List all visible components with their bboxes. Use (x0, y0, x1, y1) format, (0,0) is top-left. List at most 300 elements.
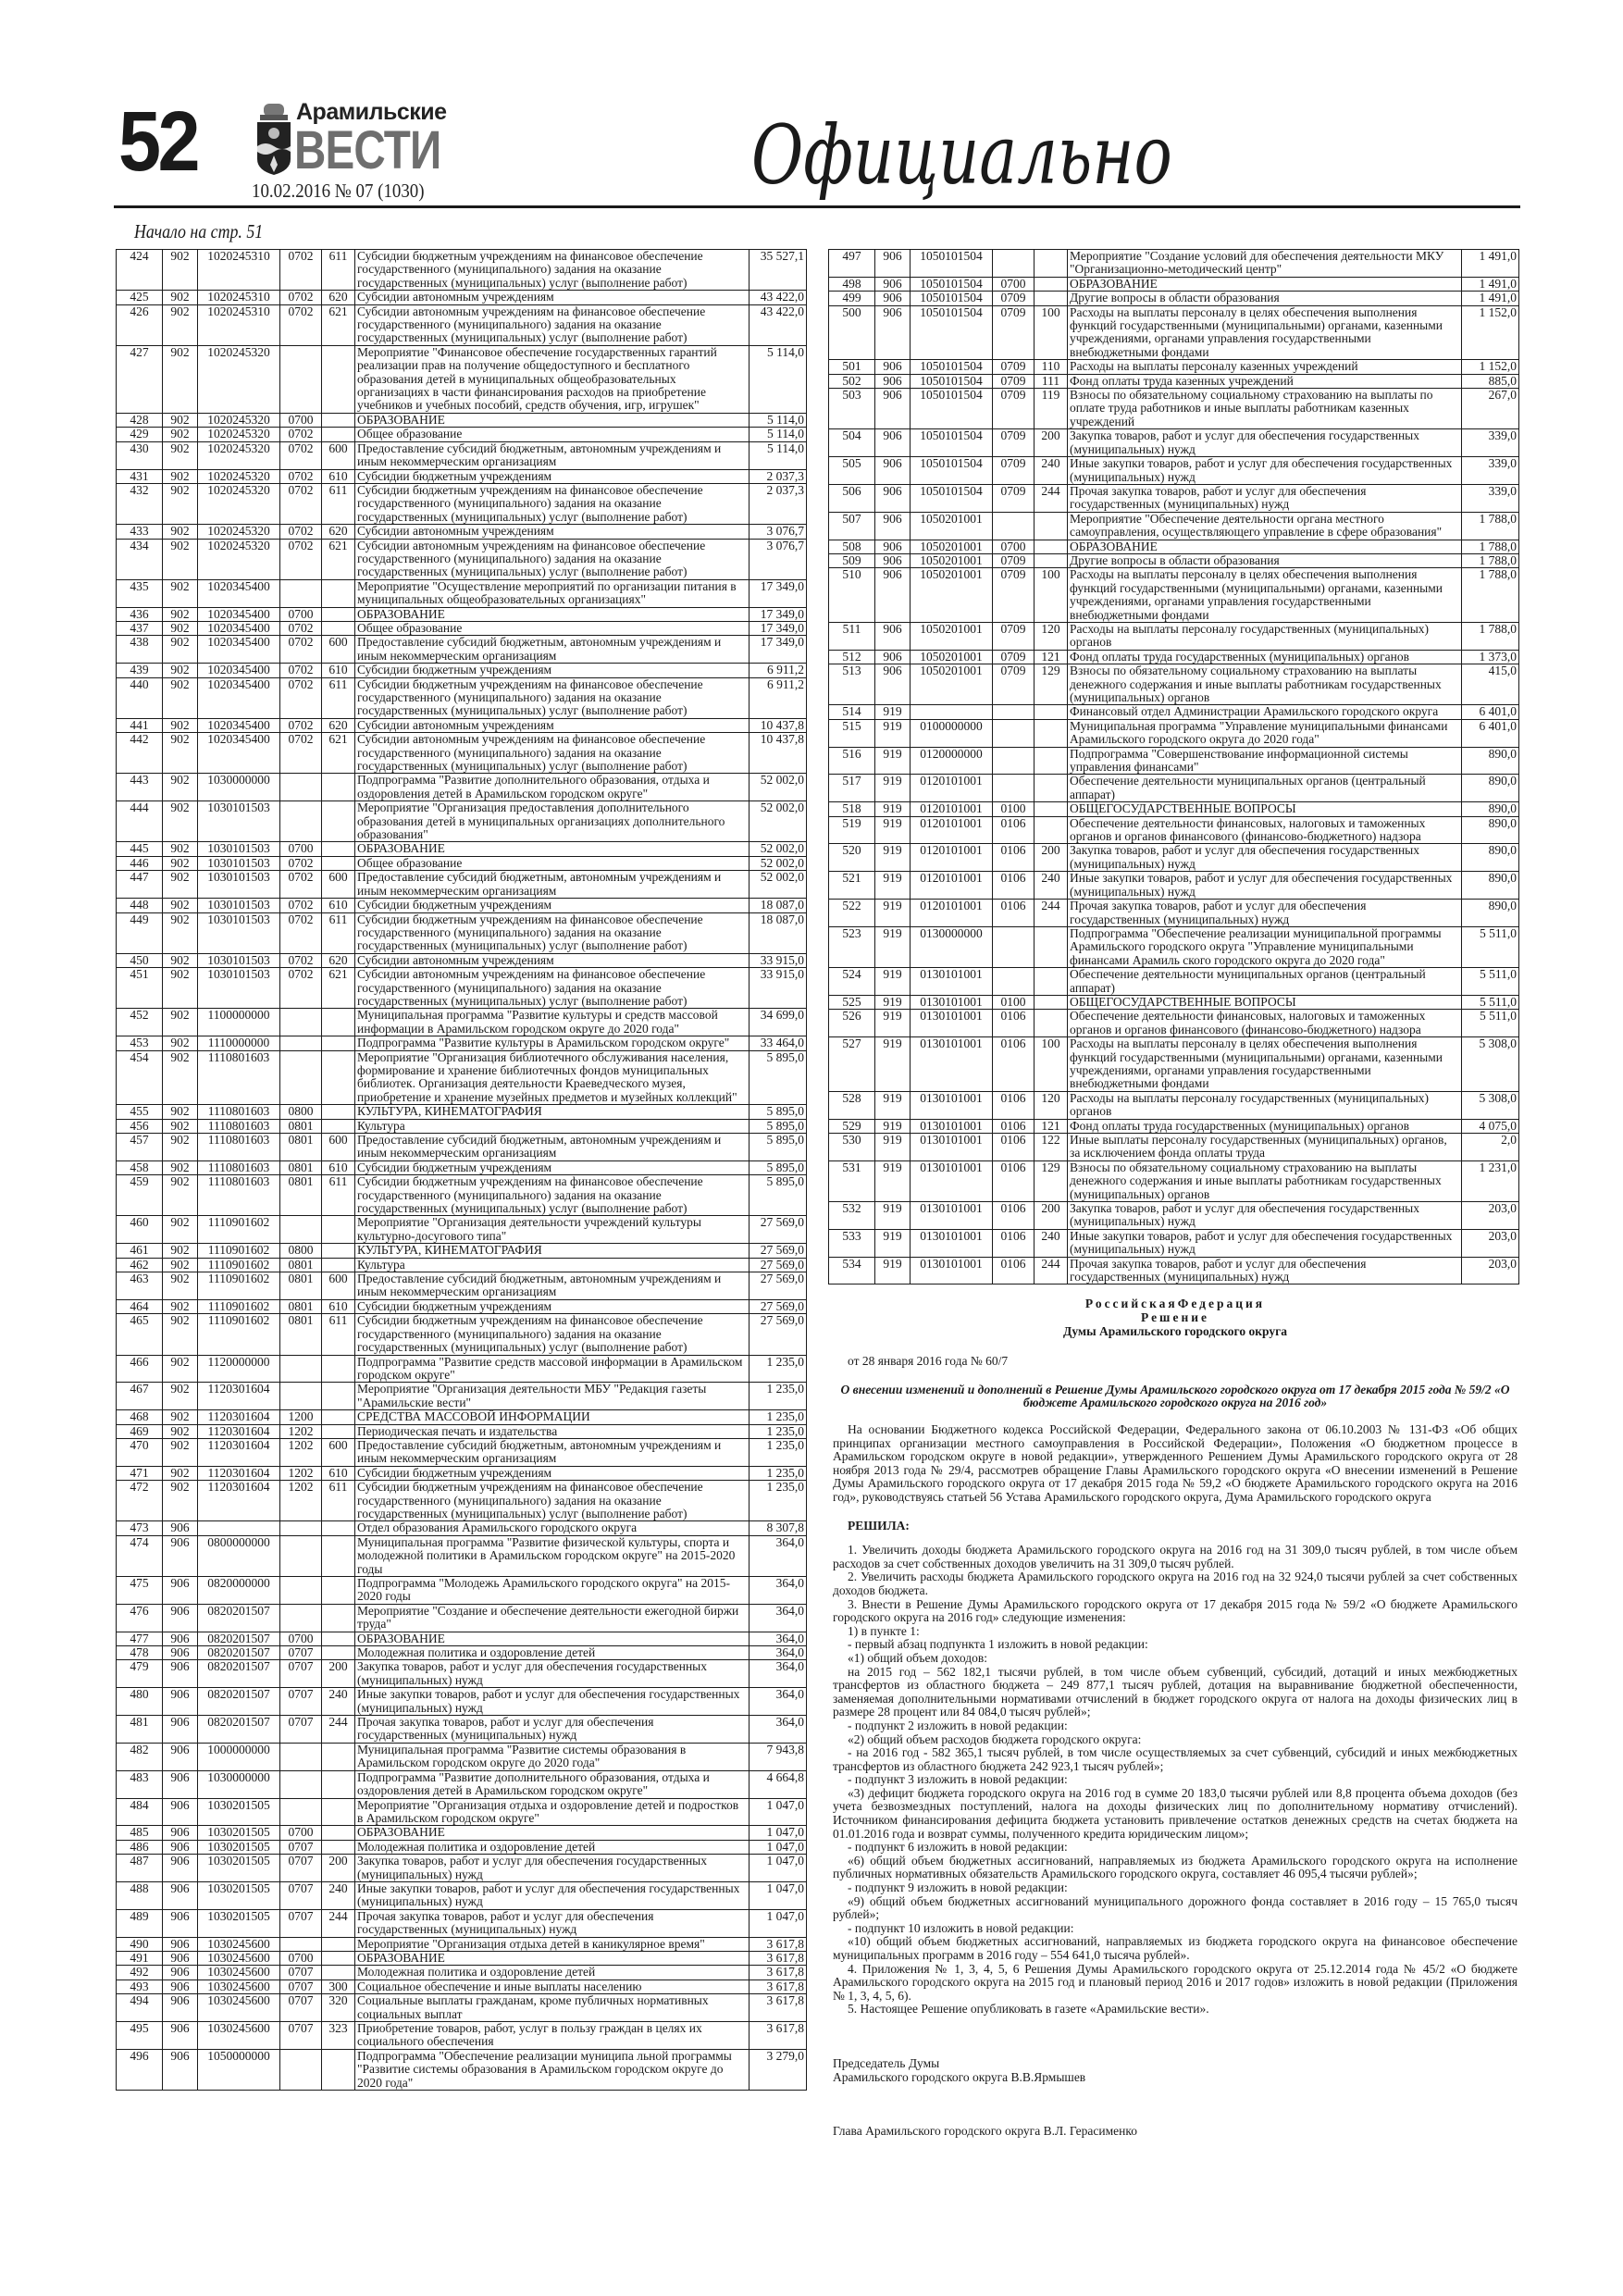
section-code: 0709 (993, 292, 1035, 305)
description: Субсидии автономным учреждениям (355, 291, 750, 304)
table-row (117, 1410, 807, 1424)
description: Субсидии бюджетным учреждениям (355, 1466, 750, 1480)
description: Субсидии автономным учреждениям на финансовое обеспечение государственного (муниципального) задания на оказание государственных (муниципальных) услуг (выполнение работ) (355, 733, 750, 774)
amount: 1 235,0 (750, 1355, 807, 1383)
expense-type-code (322, 1632, 355, 1645)
amount: 890,0 (1462, 747, 1519, 775)
description: Закупка товаров, работ и услуг для обеспечения государственных (муниципальных) нужд (1068, 844, 1462, 872)
description: Прочая закупка товаров, работ и услуг для обеспечения государственных (муниципальных) нужд (1068, 900, 1462, 927)
admin-code: 906 (875, 622, 911, 650)
target-article-code: 0820201507 (198, 1716, 280, 1744)
amount: 1 235,0 (750, 1410, 807, 1424)
expense-type-code: 611 (322, 250, 355, 291)
table-row (117, 899, 807, 912)
admin-code: 906 (875, 457, 911, 485)
right-column (828, 249, 1518, 2139)
target-article-code: 0130101001 (911, 1134, 993, 1161)
expense-type-code: 240 (1035, 457, 1068, 485)
table-row (829, 389, 1519, 429)
row-number: 428 (117, 413, 163, 427)
table-row (117, 1438, 807, 1466)
target-article-code: 0120101001 (911, 802, 993, 816)
row-number: 445 (117, 842, 163, 856)
target-article-code: 1050201001 (911, 512, 993, 540)
table-row (117, 1481, 807, 1521)
admin-code: 902 (163, 621, 198, 635)
admin-code: 902 (163, 1481, 198, 1521)
section-code: 0702 (280, 871, 322, 899)
table-row (117, 1299, 807, 1313)
amount: 27 569,0 (750, 1314, 807, 1355)
decision-paragraph: на 2015 год – 562 182,1 тысячи рублей, в том числе объем субвенций, субсидий, дотаций и иных межбюджетных трансфертов из областного бюджета – 249 877,1 тысяч рублей, дотация на выравнивание бюджетной обеспеченности, заменяемая дополнительными нормативами отчислений в бюджет городского округа от налога на доходы физических лиц в размере 28 процент или 84 084,0 тысяч рублей»; (833, 1664, 1518, 1719)
target-article-code: 1110801603 (198, 1160, 280, 1174)
expense-type-code: 610 (322, 1299, 355, 1313)
budget-table-left (116, 249, 807, 2091)
row-number: 507 (829, 512, 875, 540)
section-code (280, 774, 322, 801)
target-article-code: 1020345400 (198, 664, 280, 677)
expense-type-code (1035, 775, 1068, 802)
description: Предоставление субсидий бюджетным, автономным учреждениям и иным некоммерческим организациям (355, 1438, 750, 1466)
decision-paragraph: 3. Внести в Решение Думы Арамильского городского округа от 17 декабря 2015 года № 59/2 «О бюджете Арамильского городского округа на 2016 год» следующие изменения: (833, 1596, 1518, 1625)
row-number: 494 (117, 1994, 163, 2022)
table-row (117, 525, 807, 539)
row-number: 467 (117, 1383, 163, 1410)
amount: 885,0 (1462, 374, 1519, 388)
table-row (117, 774, 807, 801)
row-number: 470 (117, 1438, 163, 1466)
admin-code: 902 (163, 718, 198, 732)
section-code: 0702 (280, 733, 322, 774)
expense-type-code (322, 774, 355, 801)
row-number: 520 (829, 844, 875, 872)
amount: 203,0 (1462, 1229, 1519, 1257)
description: Иные закупки товаров, работ и услуг для обеспечения государственных (муниципальных) нужд (1068, 1229, 1462, 1257)
decision-paragraph: 4. Приложения № 1, 3, 4, 5, 6 Решения Думы Арамильского городского округа от 25.12.2014 года № 45/2 «О бюджете Арамильского городского округа на 2015 год и плановый период 2016 и 2017 годов» изложить в новой редакции (Приложения № 1, 3, 4, 5, 6). (833, 1961, 1518, 2003)
row-number: 500 (829, 305, 875, 360)
table-row (829, 1037, 1519, 1092)
decision-date: от 28 января 2016 года № 60/7 (848, 1354, 1009, 1369)
section-code: 0709 (993, 553, 1035, 567)
description: Расходы на выплаты персоналу в целях обеспечения выполнения функций государственными (муниципальными) органами, казенными учреждениями, органами управления государственными внебюджетными фондами (1068, 305, 1462, 360)
admin-code: 919 (875, 1010, 911, 1037)
amount: 18 087,0 (750, 899, 807, 912)
row-number: 448 (117, 899, 163, 912)
section-code: 0707 (280, 1688, 322, 1716)
description: Закупка товаров, работ и услуг для обеспечения государственных (муниципальных) нужд (1068, 429, 1462, 457)
description: Субсидии автономным учреждениям на финансовое обеспечение государственного (муниципального) задания на оказание государственных (муниципальных) услуг (выполнение работ) (355, 304, 750, 345)
expense-type-code (1035, 995, 1068, 1009)
amount: 7 943,8 (750, 1743, 807, 1770)
section-code (280, 1009, 322, 1036)
admin-code: 906 (163, 1980, 198, 1993)
amount: 6 401,0 (1462, 705, 1519, 719)
decision-issuer: Думы Арамильского городского округа (1063, 1323, 1287, 1338)
description: Другие вопросы в области образования (1068, 553, 1462, 567)
table-row (829, 705, 1519, 719)
admin-code: 902 (163, 291, 198, 304)
description: СРЕДСТВА МАССОВОЙ ИНФОРМАЦИИ (355, 1410, 750, 1424)
target-article-code: 1030101503 (198, 842, 280, 856)
description: Прочая закупка товаров, работ и услуг для обеспечения государственных (муниципальных) нужд (355, 1716, 750, 1744)
description: Молодежная политика и оздоровление детей (355, 1966, 750, 1980)
row-number: 462 (117, 1258, 163, 1272)
expense-type-code: 600 (322, 1438, 355, 1466)
admin-code: 919 (875, 1229, 911, 1257)
admin-code: 919 (875, 1091, 911, 1119)
section-code: 0700 (280, 607, 322, 621)
section-code (280, 2049, 322, 2090)
decision-paragraph: - подпункт 9 изложить в новой редакции: (848, 1880, 1068, 1895)
amount: 52 002,0 (750, 801, 807, 842)
description: Финансовый отдел Администрации Арамильского городского округа (1068, 705, 1462, 719)
admin-code: 902 (163, 1383, 198, 1410)
expense-type-code: 600 (322, 1272, 355, 1300)
row-number: 458 (117, 1160, 163, 1174)
admin-code: 906 (875, 250, 911, 278)
admin-code: 906 (875, 277, 911, 291)
expense-type-code: 611 (322, 483, 355, 524)
target-article-code: 1110801603 (198, 1119, 280, 1133)
target-article-code: 1030201505 (198, 1909, 280, 1937)
admin-code: 902 (163, 1299, 198, 1313)
description: Закупка товаров, работ и услуг для обеспечения государственных (муниципальных) нужд (1068, 1202, 1462, 1230)
section-code: 0702 (280, 953, 322, 967)
table-row (117, 469, 807, 483)
amount: 2 037,3 (750, 483, 807, 524)
target-article-code: 0130101001 (911, 1202, 993, 1230)
expense-type-code (322, 579, 355, 607)
admin-code: 902 (163, 1410, 198, 1424)
table-row (117, 1937, 807, 1951)
amount: 1 491,0 (1462, 292, 1519, 305)
amount: 34 699,0 (750, 1009, 807, 1036)
expense-type-code (322, 1535, 355, 1576)
table-row (117, 441, 807, 469)
row-number: 519 (829, 816, 875, 844)
expense-type-code: 300 (322, 1980, 355, 1993)
section-code: 0100 (993, 802, 1035, 816)
description: Расходы на выплаты персоналу казенных учреждений (1068, 360, 1462, 374)
row-number: 513 (829, 664, 875, 705)
description: Субсидии бюджетным учреждениям (355, 469, 750, 483)
amount: 5 114,0 (750, 413, 807, 427)
table-row (829, 747, 1519, 775)
description: Взносы по обязательному социальному страхованию на выплаты по оплате труда работников и иные выплаты работникам казенных учреждений (1068, 389, 1462, 429)
target-article-code: 1110901602 (198, 1314, 280, 1355)
section-code (993, 512, 1035, 540)
table-row (117, 1314, 807, 1355)
description: Субсидии бюджетным учреждениям на финансовое обеспечение государственного (муниципального) задания на оказание государственных (муниципальных) услуг (выполнение работ) (355, 1314, 750, 1355)
row-number: 483 (117, 1770, 163, 1798)
expense-type-code (1035, 926, 1068, 967)
admin-code: 902 (163, 1216, 198, 1244)
row-number: 516 (829, 747, 875, 775)
description: Подпрограмма "Совершенствование информационной системы управления финансами" (1068, 747, 1462, 775)
target-article-code: 0130101001 (911, 1037, 993, 1092)
admin-code: 906 (875, 429, 911, 457)
admin-code: 906 (163, 1826, 198, 1840)
expense-type-code (1035, 802, 1068, 816)
target-article-code: 1050201001 (911, 622, 993, 650)
expense-type-code: 611 (322, 1314, 355, 1355)
section-code: 0707 (280, 2022, 322, 2050)
row-number: 465 (117, 1314, 163, 1355)
decision-paragraph: - подпункт 2 изложить в новой редакции: (848, 1718, 1068, 1732)
target-article-code: 1050101504 (911, 360, 993, 374)
expense-type-code (322, 1258, 355, 1272)
table-row (117, 1216, 807, 1244)
target-article-code: 1030101503 (198, 801, 280, 842)
expense-type-code (322, 1604, 355, 1632)
description: ОБРАЗОВАНИЕ (355, 1951, 750, 1965)
admin-code: 902 (163, 871, 198, 899)
amount: 1 235,0 (750, 1466, 807, 1480)
expense-type-code: 100 (1035, 568, 1068, 623)
description: Субсидии автономным учреждениям на финансовое обеспечение государственного (муниципального) задания на оказание государственных (муниципальных) услуг (выполнение работ) (355, 968, 750, 1009)
decision-paragraph: - подпункт 3 изложить в новой редакции: (848, 1772, 1068, 1787)
table-row (117, 856, 807, 870)
amount: 1 235,0 (750, 1383, 807, 1410)
row-number: 534 (829, 1257, 875, 1285)
amount: 6 911,2 (750, 664, 807, 677)
amount: 1 788,0 (1462, 622, 1519, 650)
table-row (117, 1105, 807, 1119)
decision-paragraph: - на 2016 год - 582 365,1 тысяч рублей, в том числе осуществляемых за счет субвенций, субсидий и иных межбюджетных трансфертов из областного бюджета 242 923,1 тысяч рублей»; (833, 1745, 1518, 1773)
section-code: 0106 (993, 1202, 1035, 1230)
description: Субсидии автономным учреждениям (355, 718, 750, 732)
section-code: 0106 (993, 1010, 1035, 1037)
row-number: 477 (117, 1632, 163, 1645)
section-code: 0801 (280, 1272, 322, 1300)
row-number: 454 (117, 1050, 163, 1105)
amount: 5 308,0 (1462, 1037, 1519, 1092)
decision-paragraphs (833, 1544, 1518, 2017)
description: Иные закупки товаров, работ и услуг для обеспечения государственных (муниципальных) нужд (1068, 457, 1462, 485)
decision-type: Решение (1141, 1310, 1209, 1325)
admin-code: 919 (875, 926, 911, 967)
expense-type-code (322, 621, 355, 635)
expense-type-code (322, 1826, 355, 1840)
expense-type-code (322, 1646, 355, 1660)
row-number: 452 (117, 1009, 163, 1036)
table-row (829, 1119, 1519, 1133)
expense-type-code (1035, 292, 1068, 305)
target-article-code: 1050101504 (911, 374, 993, 388)
table-row (829, 305, 1519, 360)
expense-type-code: 244 (1035, 1257, 1068, 1285)
expense-type-code (322, 1105, 355, 1119)
description: Муниципальная программа "Развитие физической культуры, спорта и молодежной политики в Арамильском городском округе" на 2015-2020 годы (355, 1535, 750, 1576)
table-row (829, 457, 1519, 485)
section-code: 0800 (280, 1105, 322, 1119)
coat-of-arms-icon (254, 104, 293, 176)
table-row (117, 1909, 807, 1937)
expense-type-code (1035, 705, 1068, 719)
target-article-code: 1020345400 (198, 636, 280, 664)
amount: 5 308,0 (1462, 1091, 1519, 1119)
table-row (117, 1994, 807, 2022)
row-number: 518 (829, 802, 875, 816)
expense-type-code (322, 1216, 355, 1244)
row-number: 476 (117, 1604, 163, 1632)
description: Закупка товаров, работ и услуг для обеспечения государственных (муниципальных) нужд (355, 1855, 750, 1882)
target-article-code: 1110801603 (198, 1105, 280, 1119)
admin-code: 902 (163, 1466, 198, 1480)
description: Расходы на выплаты персоналу государственных (муниципальных) органов (1068, 622, 1462, 650)
row-number: 484 (117, 1798, 163, 1826)
admin-code: 906 (163, 1881, 198, 1909)
row-number: 508 (829, 540, 875, 553)
expense-type-code: 119 (1035, 389, 1068, 429)
expense-type-code (1035, 250, 1068, 278)
target-article-code: 1120301604 (198, 1438, 280, 1466)
row-number: 491 (117, 1951, 163, 1965)
admin-code: 906 (875, 553, 911, 567)
section-code: 0702 (280, 899, 322, 912)
table-row (117, 1688, 807, 1716)
expense-type-code (322, 1009, 355, 1036)
target-article-code: 0130101001 (911, 1091, 993, 1119)
expense-type-code: 100 (1035, 1037, 1068, 1092)
section-code: 0707 (280, 1909, 322, 1937)
description: Субсидии бюджетным учреждениям на финансовое обеспечение государственного (муниципального) задания на оказание государственных (муниципальных) услуг (выполнение работ) (355, 250, 750, 291)
row-number: 493 (117, 1980, 163, 1993)
target-article-code: 1020245320 (198, 469, 280, 483)
admin-code: 919 (875, 872, 911, 900)
description: ОБРАЗОВАНИЕ (355, 1632, 750, 1645)
expense-type-code (1035, 816, 1068, 844)
expense-type-code (322, 413, 355, 427)
section-code (993, 747, 1035, 775)
table-row (829, 277, 1519, 291)
expense-type-code (322, 428, 355, 441)
admin-code: 902 (163, 774, 198, 801)
description: Муниципальная программа "Развитие культуры и средств массовой информации в Арамильском городском округе до 2020 года" (355, 1009, 750, 1036)
target-article-code: 1030201505 (198, 1881, 280, 1909)
description: Культура (355, 1119, 750, 1133)
row-number: 468 (117, 1410, 163, 1424)
row-number: 466 (117, 1355, 163, 1383)
section-code (280, 1521, 322, 1535)
amount: 1 373,0 (1462, 650, 1519, 664)
row-number: 526 (829, 1010, 875, 1037)
row-number: 527 (829, 1037, 875, 1092)
section-code: 0801 (280, 1299, 322, 1313)
expense-type-code (1035, 553, 1068, 567)
expense-type-code: 323 (322, 2022, 355, 2050)
target-article-code: 1030101503 (198, 856, 280, 870)
target-article-code: 1120301604 (198, 1410, 280, 1424)
section-code: 0709 (993, 360, 1035, 374)
decision-paragraph: 2. Увеличить расходы бюджета Арамильского городского округа на 2016 год на 32 924,0 тысячи рублей за счет собственных доходов бюджета. (833, 1570, 1518, 1597)
target-article-code: 1030000000 (198, 774, 280, 801)
target-article-code: 1110901602 (198, 1216, 280, 1244)
admin-code: 902 (163, 1036, 198, 1050)
table-row (829, 540, 1519, 553)
table-row (117, 1632, 807, 1645)
description: Фонд оплаты труда казенных учреждений (1068, 374, 1462, 388)
description: Мероприятие "Финансовое обеспечение государственных гарантий реализации прав на получение общедоступного и бесплатного образования детей в муниципальных общеобразовательных организациях в части финансирования расходов на приобретение учебников и учебных пособий, средств обучения, игр, игрушек" (355, 345, 750, 413)
decision-paragraph: - подпункт 10 изложить в новой редакции: (848, 1920, 1074, 1935)
row-number: 479 (117, 1660, 163, 1688)
table-row (117, 1036, 807, 1050)
description: Расходы на выплаты персоналу государственных (муниципальных) органов (1068, 1091, 1462, 1119)
description: Предоставление субсидий бюджетным, автономным учреждениям и иным некоммерческим организациям (355, 1134, 750, 1161)
expense-type-code: 200 (1035, 1202, 1068, 1230)
description: ОБРАЗОВАНИЕ (1068, 277, 1462, 291)
description: ОБЩЕГОСУДАРСТВЕННЫЕ ВОПРОСЫ (1068, 802, 1462, 816)
admin-code: 906 (875, 305, 911, 360)
row-number: 514 (829, 705, 875, 719)
table-row (829, 995, 1519, 1009)
table-row (117, 304, 807, 345)
admin-code: 902 (163, 304, 198, 345)
amount: 1 152,0 (1462, 360, 1519, 374)
admin-code: 902 (163, 1244, 198, 1258)
admin-code: 902 (163, 1009, 198, 1036)
section-code: 0702 (280, 291, 322, 304)
description: Субсидии бюджетным учреждениям (355, 1160, 750, 1174)
section-code (993, 968, 1035, 996)
target-article-code: 1020245320 (198, 539, 280, 579)
amount: 203,0 (1462, 1257, 1519, 1285)
row-number: 434 (117, 539, 163, 579)
table-row (117, 636, 807, 664)
target-article-code: 1020245320 (198, 483, 280, 524)
table-row (117, 428, 807, 441)
decision-paragraph: - подпункт 6 изложить в новой редакции: (848, 1840, 1068, 1855)
expense-type-code: 621 (322, 304, 355, 345)
description: Подпрограмма "Обеспечение реализации муниципа льной программы "Развитие системы образования в Арамильском городском округе до 2020 года" (355, 2049, 750, 2090)
amount: 1 491,0 (1462, 250, 1519, 278)
description: ОБРАЗОВАНИЕ (1068, 540, 1462, 553)
admin-code: 902 (163, 250, 198, 291)
target-article-code: 1120301604 (198, 1383, 280, 1410)
row-number: 496 (117, 2049, 163, 2090)
amount: 364,0 (750, 1632, 807, 1645)
section-code: 0702 (280, 664, 322, 677)
admin-code: 906 (163, 1951, 198, 1965)
table-row (117, 1840, 807, 1854)
amount: 8 307,8 (750, 1521, 807, 1535)
target-article-code: 1020245320 (198, 345, 280, 413)
target-article-code: 1030101503 (198, 953, 280, 967)
admin-code: 902 (163, 899, 198, 912)
expense-type-code: 320 (322, 1994, 355, 2022)
section-code: 0801 (280, 1160, 322, 1174)
target-article-code: 1030245600 (198, 1966, 280, 1980)
row-number: 433 (117, 525, 163, 539)
table-row (117, 1881, 807, 1909)
amount: 3 617,8 (750, 1937, 807, 1951)
page-number: 52 (118, 94, 197, 189)
row-number: 457 (117, 1134, 163, 1161)
admin-code: 902 (163, 636, 198, 664)
amount: 27 569,0 (750, 1299, 807, 1313)
row-number: 455 (117, 1105, 163, 1119)
expense-type-code: 600 (322, 871, 355, 899)
target-article-code: 1000000000 (198, 1743, 280, 1770)
admin-code: 906 (875, 568, 911, 623)
expense-type-code: 600 (322, 1134, 355, 1161)
row-number: 463 (117, 1272, 163, 1300)
expense-type-code (322, 1798, 355, 1826)
description: ОБРАЗОВАНИЕ (355, 842, 750, 856)
description: Общее образование (355, 621, 750, 635)
row-number: 503 (829, 389, 875, 429)
section-code: 0702 (280, 441, 322, 469)
